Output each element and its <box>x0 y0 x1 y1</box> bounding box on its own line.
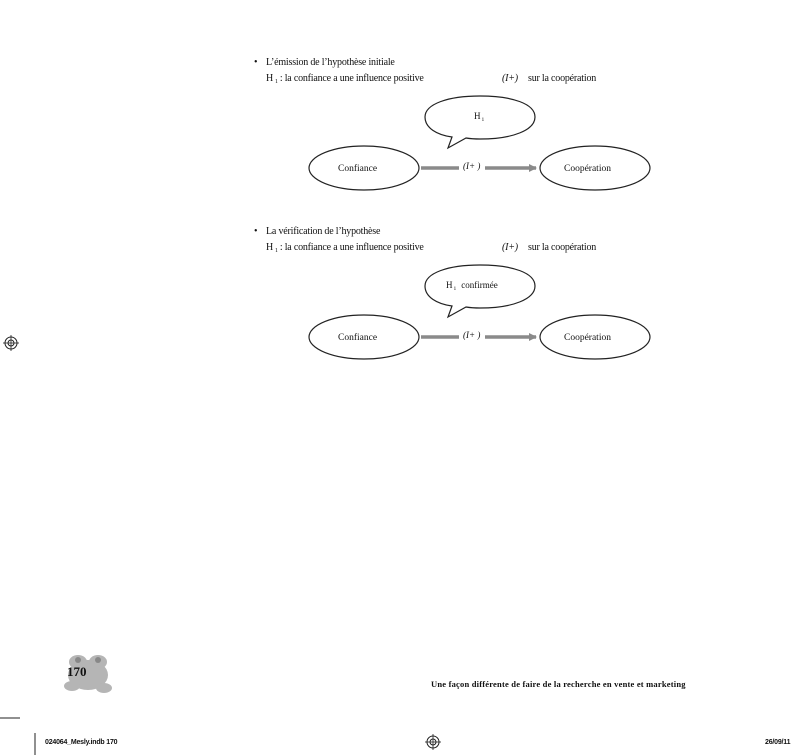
bubble2-suffix: confirmée <box>461 280 498 290</box>
bubble-sub: 1 <box>481 117 485 123</box>
node-confiance-2-label: Confiance <box>338 333 378 343</box>
hypothesis-sub: 1 <box>275 248 278 254</box>
section1-sign: (I+) <box>502 73 518 84</box>
slug-filename: 024064_Mesly.indb 170 <box>45 739 118 746</box>
hypothesis-h: H <box>266 242 274 253</box>
speech-bubble-1 <box>425 96 535 148</box>
node-cooperation-2-label: Coopération <box>564 333 611 343</box>
section2-hypothesis <box>266 242 424 257</box>
bubble2-h: H <box>446 280 453 290</box>
section1-heading: L’émission de l’hypothèse initiale <box>266 57 395 68</box>
hypothesis-text: : la confiance a une influence positive <box>279 242 424 253</box>
registration-mark-icon <box>425 734 441 750</box>
node-cooperation-1-label: Coopération <box>564 164 611 174</box>
bullet-1: • <box>254 57 258 68</box>
slug-date: 26/09/11 <box>765 739 791 746</box>
registration-mark-icon <box>3 335 19 351</box>
section2-sign: (I+) <box>502 242 518 253</box>
section2-heading: La vérification de l’hypothèse <box>266 226 381 237</box>
hypothesis-h: H <box>266 73 274 84</box>
section1-hyp-end: sur la coopération <box>528 73 597 84</box>
node-confiance-1-label: Confiance <box>338 164 378 174</box>
arrow-2-label: (I+ ) <box>463 330 481 340</box>
hypothesis-text: : la confiance a une influence positive <box>279 73 424 84</box>
arrow-1-label: (I+ ) <box>463 161 481 171</box>
section2-hyp-end: sur la coopération <box>528 242 597 253</box>
hypothesis-sub: 1 <box>275 79 278 85</box>
bullet-2: • <box>254 226 258 237</box>
page-number: 170 <box>67 664 87 679</box>
speech-bubble-2 <box>425 265 535 317</box>
bubble2-sub: 1 <box>453 286 457 292</box>
footer-book-title: Une façon différente de faire de la recherche en vente et marketing <box>431 679 686 689</box>
bubble-h: H <box>474 111 481 121</box>
